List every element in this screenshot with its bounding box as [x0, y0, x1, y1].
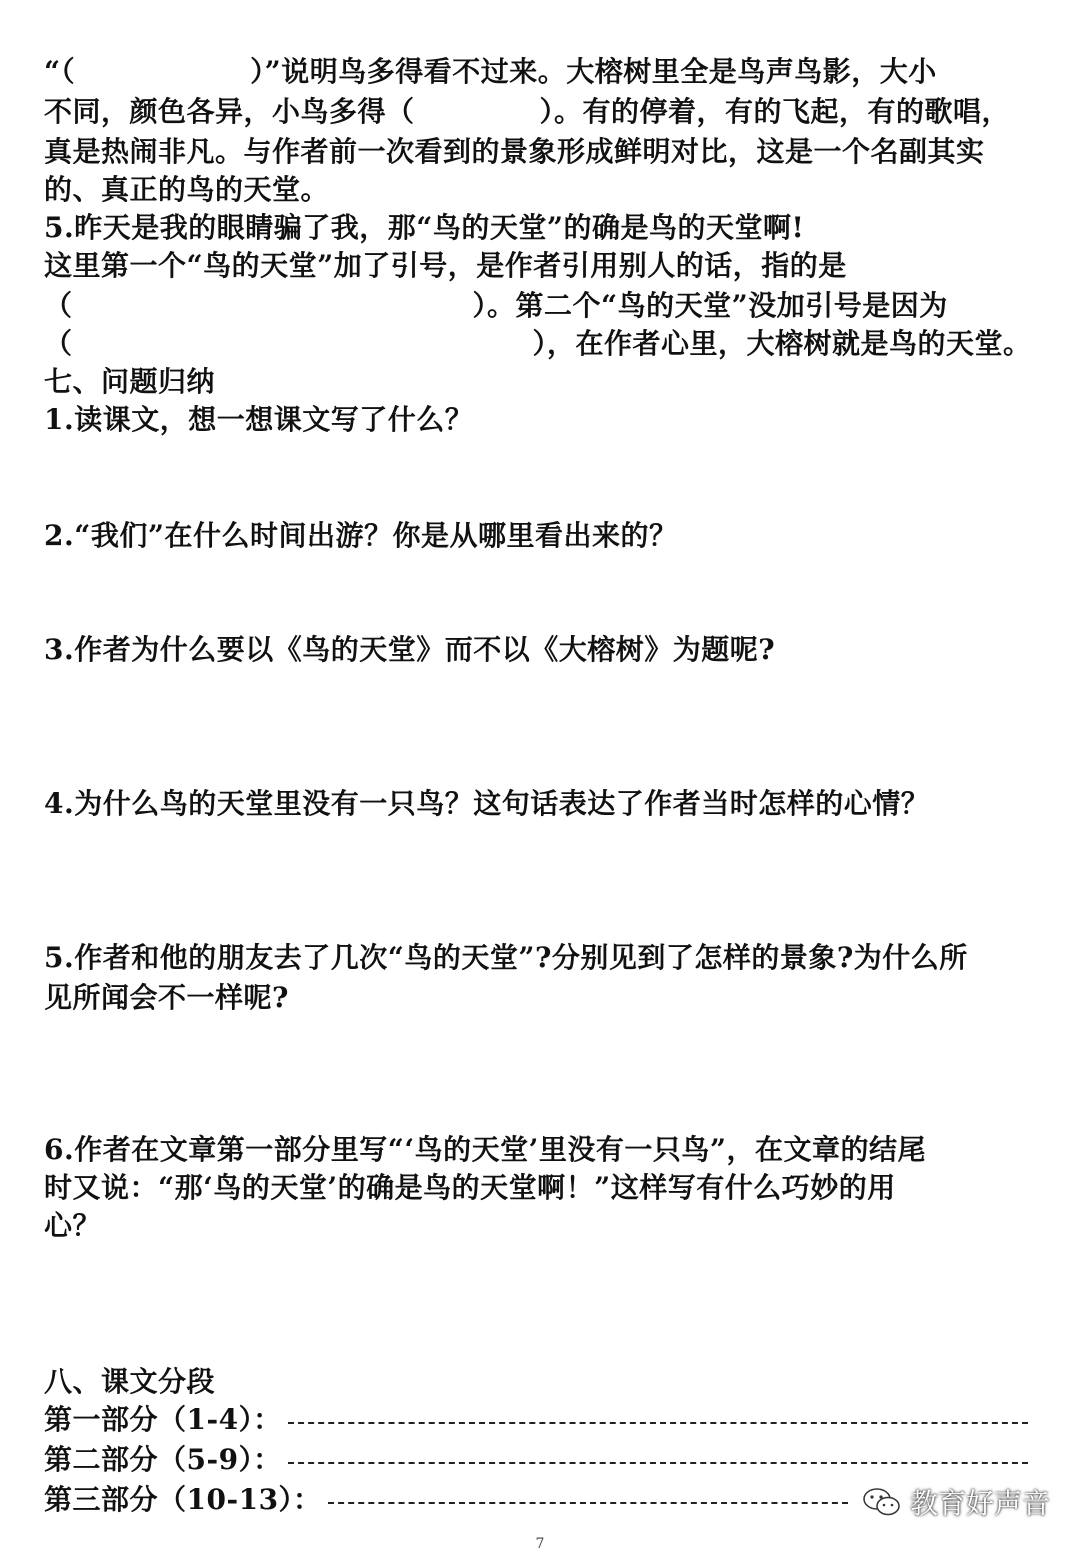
q5-line-3-open: （	[44, 289, 73, 322]
fill-line-2	[44, 92, 1054, 132]
section-8-title: 八、课文分段	[44, 1365, 216, 1398]
q5-line-3-close: ）。第二个“鸟的天堂”没加引号是因为	[472, 289, 948, 322]
question-2: 2.“我们”在什么时间出游？你是从哪里看出来的？	[44, 519, 678, 552]
part-3-label: 第三部分（10-13）：	[44, 1483, 322, 1516]
part-2-label: 第二部分（5-9）：	[44, 1443, 282, 1476]
part-1-label: 第一部分（1-4）：	[44, 1403, 282, 1436]
question-6-line-2: 时又说：“那‘鸟的天堂’的确是鸟的天堂啊！”这样写有什么巧妙的用	[44, 1171, 896, 1204]
section-7-title: 七、问题归纳	[44, 365, 216, 398]
question-5-line-1: 5.作者和他的朋友去了几次“鸟的天堂”?分别见到了怎样的景象?为什么所	[44, 941, 968, 974]
part-2-row	[44, 1440, 1054, 1480]
fill-line-1	[44, 52, 1054, 92]
q5-line-4	[44, 324, 1054, 364]
fill-line-1-open: “（	[44, 55, 76, 88]
q5-sentence: 5.昨天是我的眼睛骗了我，那“鸟的天堂”的确是鸟的天堂啊!	[44, 211, 805, 244]
watermark-text: 教育好声音	[910, 1487, 1051, 1520]
q5-line-4-open: （	[44, 327, 73, 360]
page-number: 7	[535, 1536, 545, 1552]
part-3-answer-line[interactable]	[328, 1500, 848, 1504]
question-1: 1.读课文，想一想课文写了什么？	[44, 403, 474, 436]
fill-line-3: 真是热闹非凡。与作者前一次看到的景象形成鲜明对比，这是一个名副其实	[44, 135, 985, 168]
fill-line-2-end: ）。有的停着，有的飞起，有的歌唱，	[539, 95, 1011, 128]
wechat-icon	[862, 1486, 902, 1518]
fill-line-2-start: 不同，颜色各异，小鸟多得（	[44, 95, 415, 128]
header-fragment	[440, 8, 640, 20]
fill-line-4: 的、真正的鸟的天堂。	[44, 173, 330, 206]
question-3: 3.作者为什么要以《鸟的天堂》而不以《大榕树》为题呢?	[44, 633, 776, 666]
watermark	[862, 1480, 1050, 1524]
question-6-line-3: 心？	[44, 1209, 102, 1242]
q5-line-3	[44, 286, 1054, 326]
q5-line-2: 这里第一个“鸟的天堂”加了引号，是作者引用别人的话，指的是	[44, 249, 847, 282]
part-1-row	[44, 1400, 1054, 1440]
q5-line-4-close: ），在作者心里，大榕树就是鸟的天堂。	[532, 327, 1032, 360]
question-4: 4.为什么鸟的天堂里没有一只鸟？这句话表达了作者当时怎样的心情？	[44, 787, 930, 820]
part-1-answer-line[interactable]	[288, 1420, 1028, 1424]
question-5-line-2: 见所闻会不一样呢?	[44, 981, 289, 1014]
part-2-answer-line[interactable]	[288, 1460, 1028, 1464]
fill-line-1-close: ）”说明鸟多得看不过来。大榕树里全是鸟声鸟影，大小	[250, 55, 937, 88]
question-6-line-1: 6.作者在文章第一部分里写“‘鸟的天堂’里没有一只鸟”，在文章的结尾	[44, 1133, 926, 1166]
